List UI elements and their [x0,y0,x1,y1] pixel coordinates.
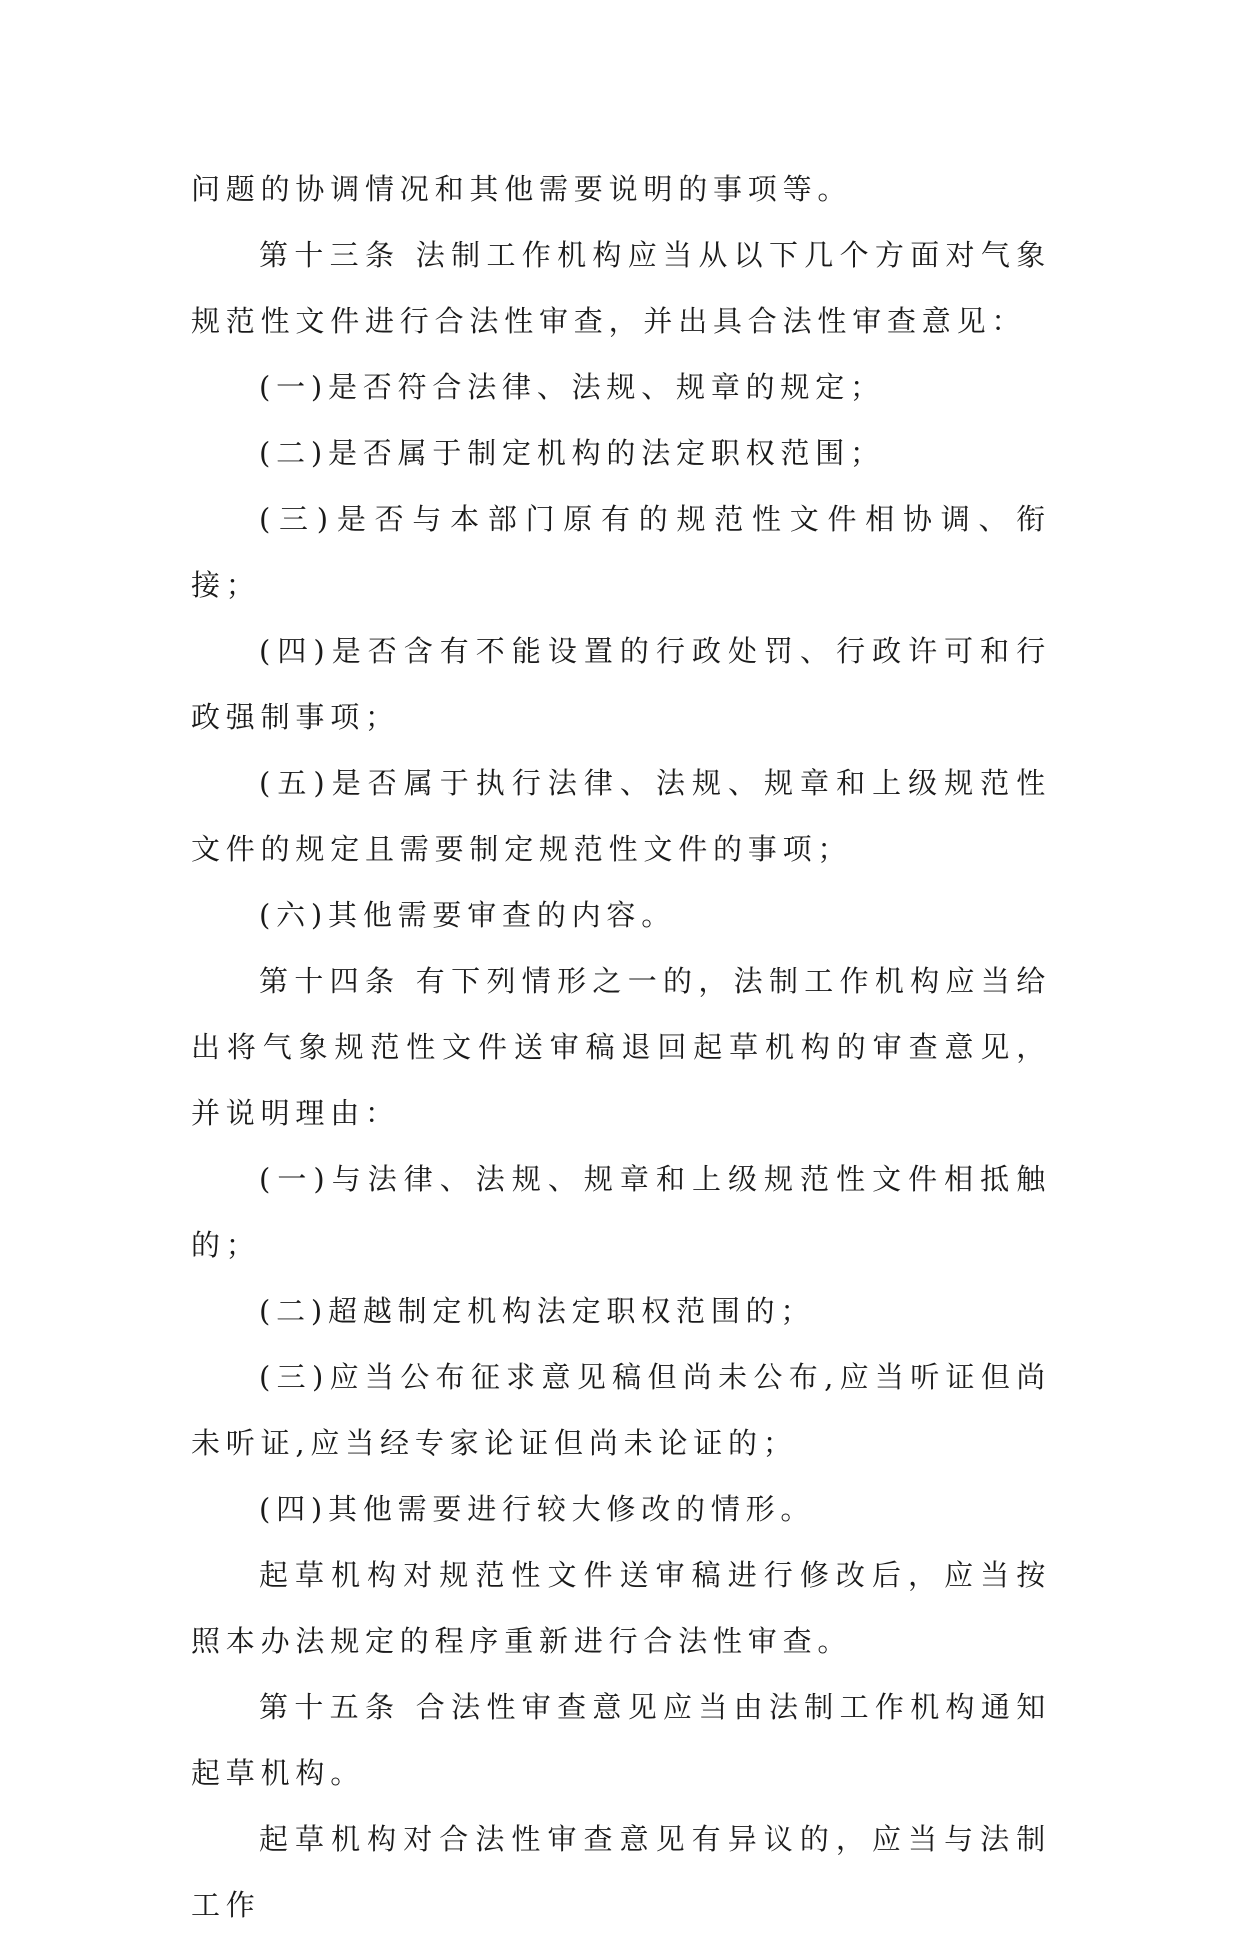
article-13-item-3: (三)是否与本部门原有的规范性文件相协调、衔接； [191,502,1051,602]
article-13: 第十三条 法制工作机构应当从以下几个方面对气象规范性文件进行合法性审查，并出具合法性审查意见： [191,238,1051,338]
article-14-item-3: (三)应当公布征求意见稿但尚未公布,应当听证但尚未听证,应当经专家论证但尚未论证的； [191,1360,1051,1460]
article-14-revision-note: 起草机构对规范性文件送审稿进行修改后，应当按照本办法规定的程序重新进行合法性审查。 [191,1558,1051,1658]
article-13-item-6: (六)其他需要审查的内容。 [259,898,677,932]
article-14: 第十四条 有下列情形之一的，法制工作机构应当给出将气象规范性文件送审稿退回起草机构的审查意见，并说明理由： [191,964,1051,1130]
article-14-item-2: (二)超越制定机构法定职权范围的； [259,1294,816,1328]
article-13-item-4: (四)是否含有不能设置的行政处罚、行政许可和行政强制事项； [191,634,1051,734]
article-15-objection: 起草机构对合法性审查意见有异议的，应当与法制工作 [191,1822,1051,1922]
article-13-item-1: (一)是否符合法律、法规、规章的规定； [259,370,885,404]
article-13-item-2: (二)是否属于制定机构的法定职权范围； [259,436,885,470]
article-15: 第十五条 合法性审查意见应当由法制工作机构通知起草机构。 [191,1690,1051,1790]
document-body [191,156,1051,1938]
article-14-item-1: (一)与法律、法规、规章和上级规范性文件相抵触的； [191,1162,1051,1262]
article-13-item-5: (五)是否属于执行法律、法规、规章和上级规范性文件的规定且需要制定规范性文件的事项； [191,766,1051,866]
paragraph-continuation: 问题的协调情况和其他需要说明的事项等。 [191,172,853,206]
article-14-item-4: (四)其他需要进行较大修改的情形。 [259,1492,816,1526]
